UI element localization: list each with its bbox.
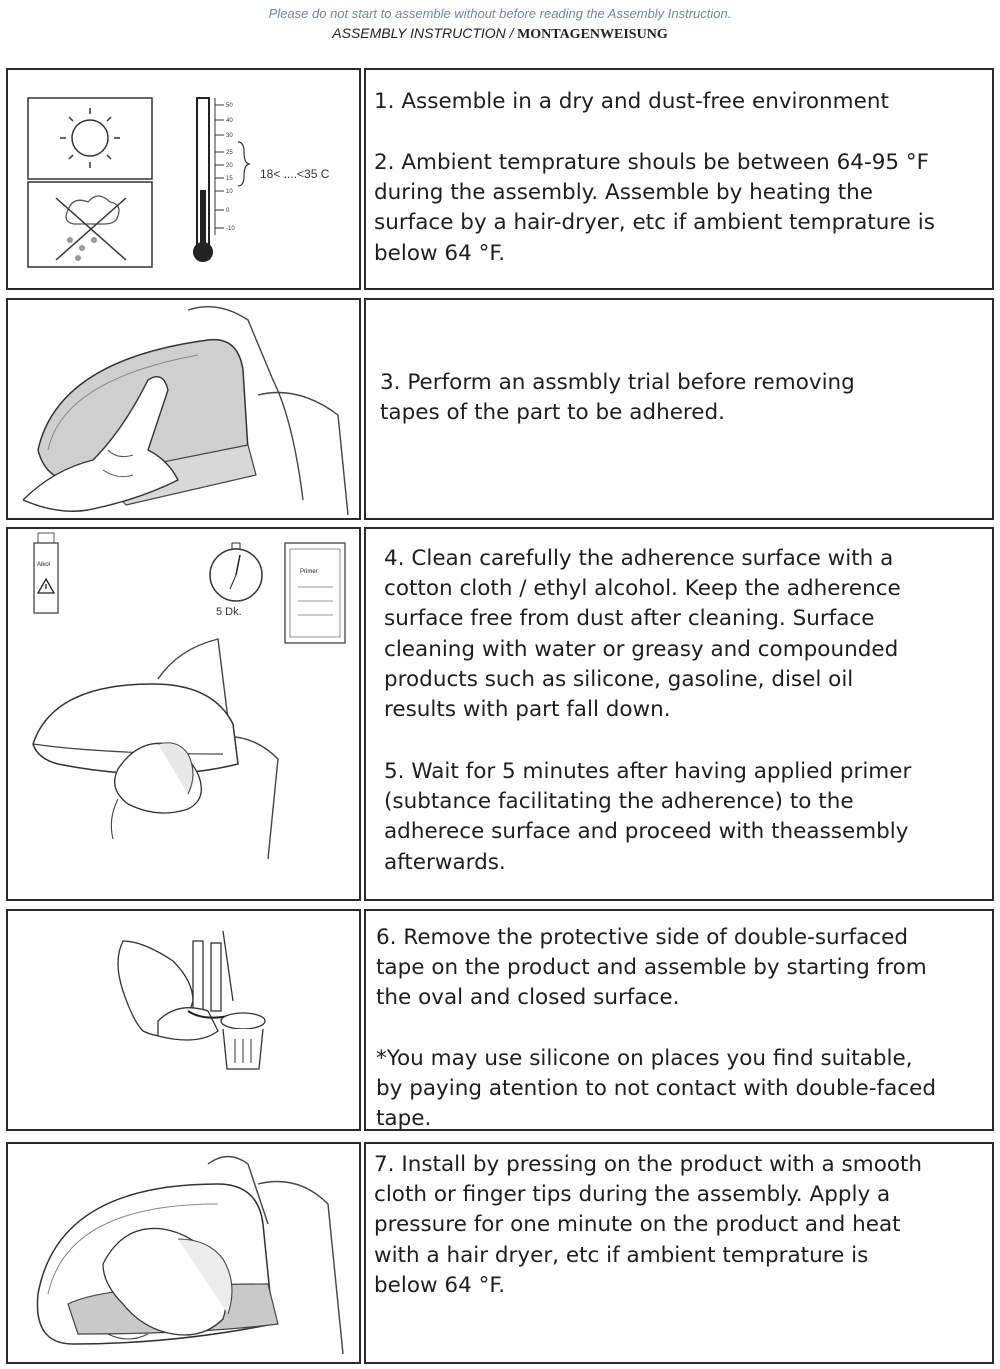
timer-label: 5 Dk. — [216, 606, 242, 618]
timer-icon — [210, 543, 262, 601]
tick-label: 15 — [226, 176, 233, 182]
sun-icon — [28, 98, 152, 179]
tick-label: 40 — [226, 118, 233, 124]
tape-removal-drawing — [8, 911, 363, 1133]
step3-instruction: 3. Perform an assmbly trial before removing tapes of the part to be adhered. — [380, 370, 855, 426]
step7-instruction: 7. Install by pressing on the product with a smooth cloth or finger tips during the assembly. Apply a pressure for one minute on the product and heat with a hair dryer, etc if ambient temprature is below 64 °F. — [374, 1152, 923, 1298]
tick-label: 25 — [226, 150, 233, 156]
tick-label: -10 — [226, 226, 235, 232]
no-rain-icon — [28, 182, 152, 267]
alcohol-bottle-icon — [34, 533, 58, 613]
primer-pack-icon — [285, 543, 345, 643]
assembly-notice: Please do not start to assemble without before reading the Assembly Instruction. — [268, 6, 732, 21]
step4-instruction: 4. Clean carefully the adherence surface with a cotton cloth / ethyl alcohol. Keep the adherence surface free from dust after cleaning. Surface cleaning with water or greasy and compounded products such as silicone, gasoline, disel oil results with part fall down. — [384, 546, 901, 723]
tick-label: 20 — [226, 163, 233, 169]
tick-label: 30 — [226, 133, 233, 139]
step1-text-panel — [364, 68, 994, 290]
step1-instruction: 1. Assemble in a dry and dust-free environment — [374, 89, 889, 114]
document-title — [0, 25, 1000, 43]
step3-illustration-panel — [6, 298, 361, 520]
silicone-note: *You may use silicone on places you find suitable, by paying atention to not contact with double-faced tape. — [376, 1046, 936, 1132]
step6-illustration-panel — [6, 909, 361, 1131]
step5-instruction: 5. Wait for 5 minutes after having applied primer (subtance facilitating the adherence) to the adherece surface and proceed with theassembly afterwards. — [384, 759, 912, 875]
temperature-range-label: 18< ....<35 C — [260, 167, 330, 181]
step2-instruction: 2. Ambient temprature shouls be between 64-95 °F during the assembly. Assemble by heating the surface by a hair-dryer, etc if ambient temprature is below 64 °F. — [374, 150, 935, 266]
mirror-press-drawing — [8, 1144, 363, 1366]
title-german: MONTAGENWEISUNG — [517, 27, 668, 42]
mirror-cleaning-drawing — [33, 639, 278, 859]
trash-bin-icon — [221, 1013, 265, 1069]
tick-label: 50 — [226, 103, 233, 109]
tick-label: 10 — [226, 189, 233, 195]
step7-text-panel — [364, 1142, 994, 1364]
step3-text-panel — [364, 298, 994, 520]
bottle-label: Alkol — [37, 562, 51, 568]
tick-label: 0 — [226, 208, 230, 214]
title-english: ASSEMBLY INSTRUCTION / — [332, 25, 514, 41]
step6-instruction: 6. Remove the protective side of double-surfaced tape on the product and assemble by starting from the oval and closed surface. — [376, 925, 927, 1011]
step1-illustration-panel — [6, 68, 361, 290]
step7-illustration-panel — [6, 1142, 361, 1364]
primer-label: Primer — [300, 569, 318, 575]
step4-illustration-panel — [6, 527, 361, 901]
thermometer-scale — [226, 103, 235, 232]
step4-text-panel — [364, 527, 994, 901]
mirror-trial-fit-drawing — [8, 300, 363, 522]
thermometer-icon — [193, 98, 250, 262]
step6-text-panel — [364, 909, 994, 1131]
